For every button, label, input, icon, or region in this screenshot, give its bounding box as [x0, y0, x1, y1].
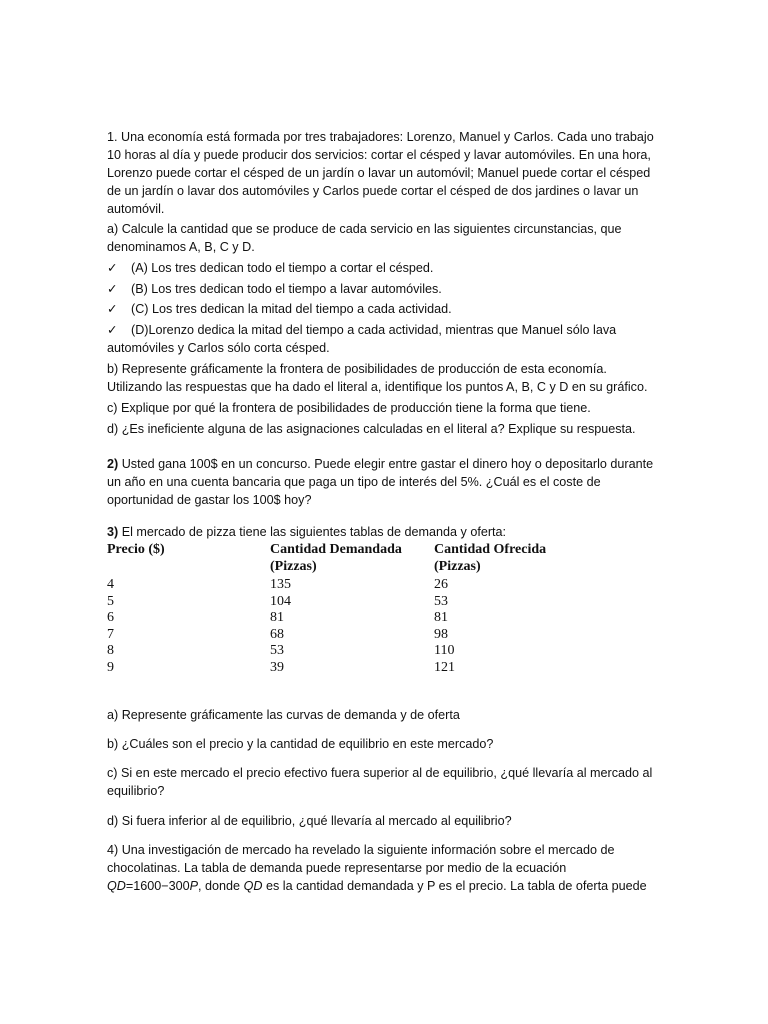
q1-item-d: ✓ (D)Lorenzo dedica la mitad del tiempo a cada actividad, mientras que Manuel sólo lava automóviles y Carlos sólo corta césped.: [107, 323, 617, 355]
q1-intro: 1. Una economía está formada por tres trabajadores: Lorenzo, Manuel y Carlos. Cada uno trabajo 10 horas al día y puede producir dos servicios: cortar el césped y lavar automóviles. En una hora, Lorenzo puede cortar el césped de un jardín o lavar un automóvil; Manuel puede cortar el césped de un jardín o lavar dos automóviles y Carlos puede cortar el césped de dos jardines o lavar un automóvil.: [107, 130, 654, 216]
q3-part-b: b) ¿Cuáles son el precio y la cantidad de equilibrio en este mercado?: [107, 737, 494, 751]
table-subheader-supply: (Pizzas): [434, 559, 481, 574]
q1-part-b: b) Represente gráficamente la frontera de posibilidades de producción de esta economía. Utilizando las respuestas que ha dado el literal a, identifique los puntos A, B, C y D en su gráfico.: [107, 362, 648, 394]
q1-item-b: ✓ (B) Los tres dedican todo el tiempo a lavar automóviles.: [107, 282, 442, 296]
q3-part-c: c) Si en este mercado el precio efectivo fuera superior al de equilibrio, ¿qué llevaría al mercado al equilibrio?: [107, 766, 653, 798]
q1-item-a: ✓ (A) Los tres dedican todo el tiempo a cortar el césped.: [107, 261, 434, 275]
check-icon: ✓: [107, 261, 118, 275]
document-page: 1. Una economía está formada por tres trabajadores: Lorenzo, Manuel y Carlos. Cada uno trabajo 10 horas al día y puede producir dos servicios: cortar el césped y lavar automóviles. En una hora, Lorenzo puede cortar el césped de un jardín o lavar un automóvil; Manuel puede cortar el césped de un jardín o lavar dos automóviles y Carlos puede cortar el césped de dos jardines o lavar un automóvil. a) Calcule la cantidad que se produce de cada servicio en las siguientes circunstancias, que denominamos A, B, C y D. ✓ (A) Los tres dedican todo el tiempo a cortar el césped. ✓ (B) Los tres dedican todo el tiempo a lavar automóviles. ✓ (C) Los tres dedican la mitad del tiempo a cada actividad. ✓ (D)Lorenzo dedica la mitad del tiempo a cada actividad, mientras que Manuel sólo lava automóviles y Carlos sólo corta césped. b) Represente gráficamente la frontera de posibilidades de producción de esta economía. Utilizando las respuestas que ha dado el literal a, identifique los puntos A, B, C y D en su gráfico. c) Explique por qué la frontera de posibilidades de producción tiene la forma que tiene. d) ¿Es ineficiente alguna de las asignaciones calculadas en el literal a? Explique su respuesta. 2) Usted gana 100$ en un concurso. Puede elegir entre gastar el dinero hoy o depositarlo durante un año en una cuenta bancaria que paga un tipo de interés del 5%. ¿Cuál es el coste de oportunidad de gastar los 100$ hoy? 3) El mercado de pizza tiene las siguientes tablas de demanda y oferta: Precio ($) Cantidad Demandada Cantidad Ofrecida (Pizzas) (Pizzas) 4 135 26 5 104 53 6 81 81 7 68 98 8 53 110 9 39 121 a) Represente gráficamente las curvas de demanda y de oferta b) ¿Cuáles son el precio y la cantidad de equilibrio en este mercado? c) Si en este mercado el precio efectivo fuera superior al de equilibrio, ¿qué llevaría al mercado al equilibrio? d) Si fuera inferior al de equilibrio, ¿qué llevaría al mercado al equilibrio? 4) Una investigación de mercado ha revelado la siguiente información sobre el mercado de chocolatinas. La tabla de demanda puede representarse por medio de la ecuación QD=1600−300P, donde QD es la cantidad demandada y P es el precio. La tabla de oferta puede: [0, 0, 768, 1024]
q1-part-d: d) ¿Es ineficiente alguna de las asignaciones calculadas en el literal a? Explique su respuesta.: [107, 422, 636, 436]
check-icon: ✓: [107, 282, 118, 296]
q3-text: 3) El mercado de pizza tiene las siguientes tablas de demanda y oferta:: [107, 525, 507, 539]
table-header-supply: Cantidad Ofrecida: [434, 542, 547, 557]
table-header-demand: Cantidad Demandada: [270, 542, 402, 557]
q2-text: 2) Usted gana 100$ en un concurso. Puede elegir entre gastar el dinero hoy o depositarlo durante un año en una cuenta bancaria que paga un tipo de interés del 5%. ¿Cuál es el coste de oportunidad de gastar los 100$ hoy?: [107, 457, 654, 507]
q4-text: 4) Una investigación de mercado ha revelado la siguiente información sobre el mercado de chocolatinas. La tabla de demanda puede representarse por medio de la ecuación QD=1600−300P, donde QD es la cantidad demandada y P es el precio. La tabla de oferta puede: [107, 843, 647, 893]
q1-part-c: c) Explique por qué la frontera de posibilidades de producción tiene la forma que tiene.: [107, 401, 591, 415]
q3-part-d: d) Si fuera inferior al de equilibrio, ¿qué llevaría al mercado al equilibrio?: [107, 814, 512, 828]
q1-part-a: a) Calcule la cantidad que se produce de cada servicio en las siguientes circunstancias, que denominamos A, B, C y D.: [107, 222, 622, 254]
table-subheader-demand: (Pizzas): [270, 559, 317, 574]
q3-part-a: a) Represente gráficamente las curvas de demanda y de oferta: [107, 708, 460, 722]
table-header-price: Precio ($): [107, 542, 165, 557]
check-icon: ✓: [107, 302, 118, 316]
q1-item-c: ✓ (C) Los tres dedican la mitad del tiempo a cada actividad.: [107, 302, 452, 316]
check-icon: ✓: [107, 323, 118, 337]
